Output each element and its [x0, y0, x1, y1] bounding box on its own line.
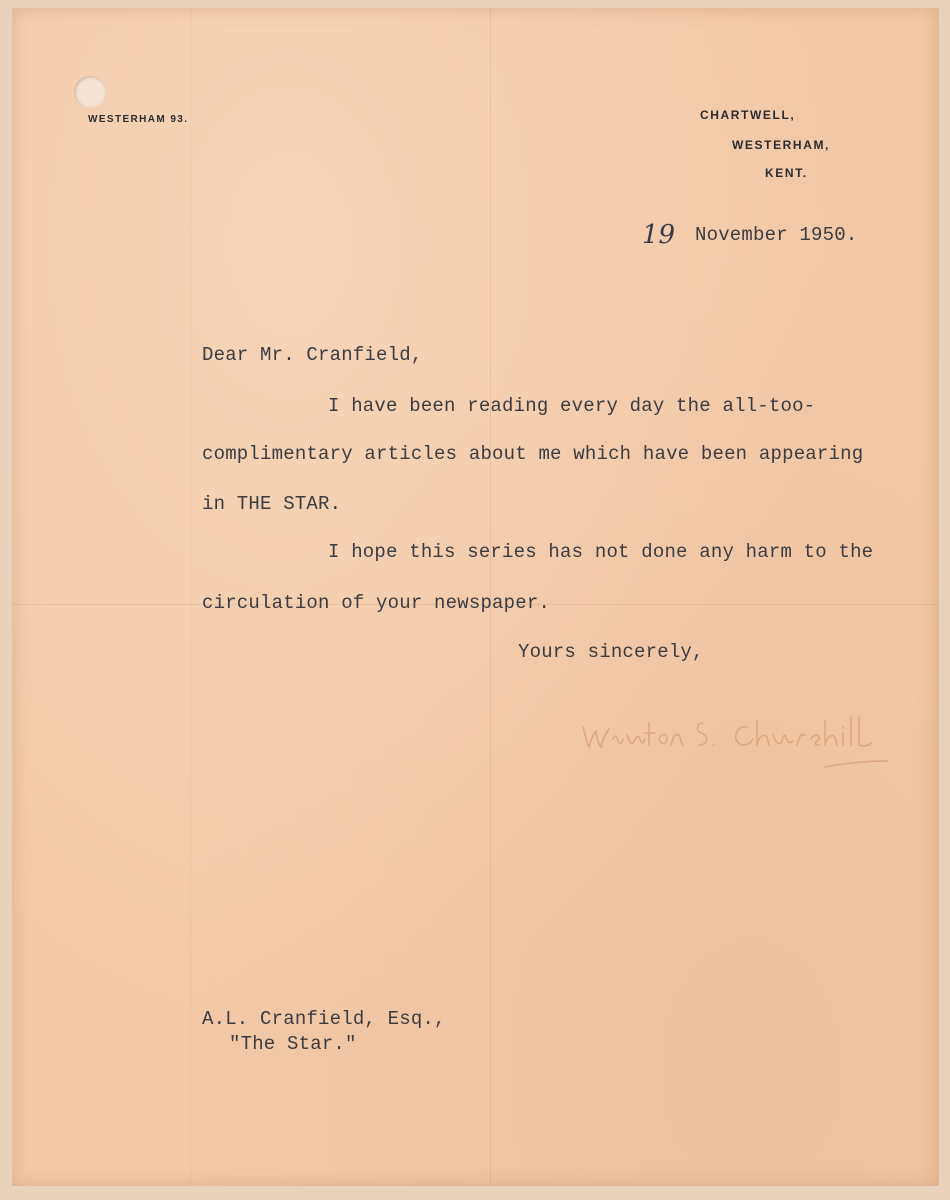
letterhead-address-line-2: WESTERHAM, [732, 138, 830, 152]
letterhead-phone: WESTERHAM 93. [88, 114, 189, 125]
recipient-publication: "The Star." [229, 1033, 357, 1055]
signature [575, 705, 905, 780]
recipient-name: A.L. Cranfield, Esq., [202, 1008, 446, 1030]
salutation: Dear Mr. Cranfield, [202, 344, 423, 366]
punch-hole [74, 76, 106, 108]
date-day-handwritten: 19 [642, 220, 676, 250]
body-line-5: circulation of your newspaper. [202, 592, 551, 614]
letterhead-address-line-3: KENT. [765, 166, 808, 180]
date-typed: November 1950. [695, 224, 858, 246]
body-line-3: in THE STAR. [202, 493, 342, 515]
body-line-1: I have been reading every day the all-too- [328, 395, 816, 417]
closing: Yours sincerely, [518, 641, 704, 663]
letterhead-address-line-1: CHARTWELL, [700, 108, 796, 122]
fold-crease-vertical-left [190, 8, 191, 1186]
body-line-4: I hope this series has not done any harm to the [328, 541, 874, 563]
body-line-2: complimentary articles about me which have been appearing [202, 443, 864, 465]
